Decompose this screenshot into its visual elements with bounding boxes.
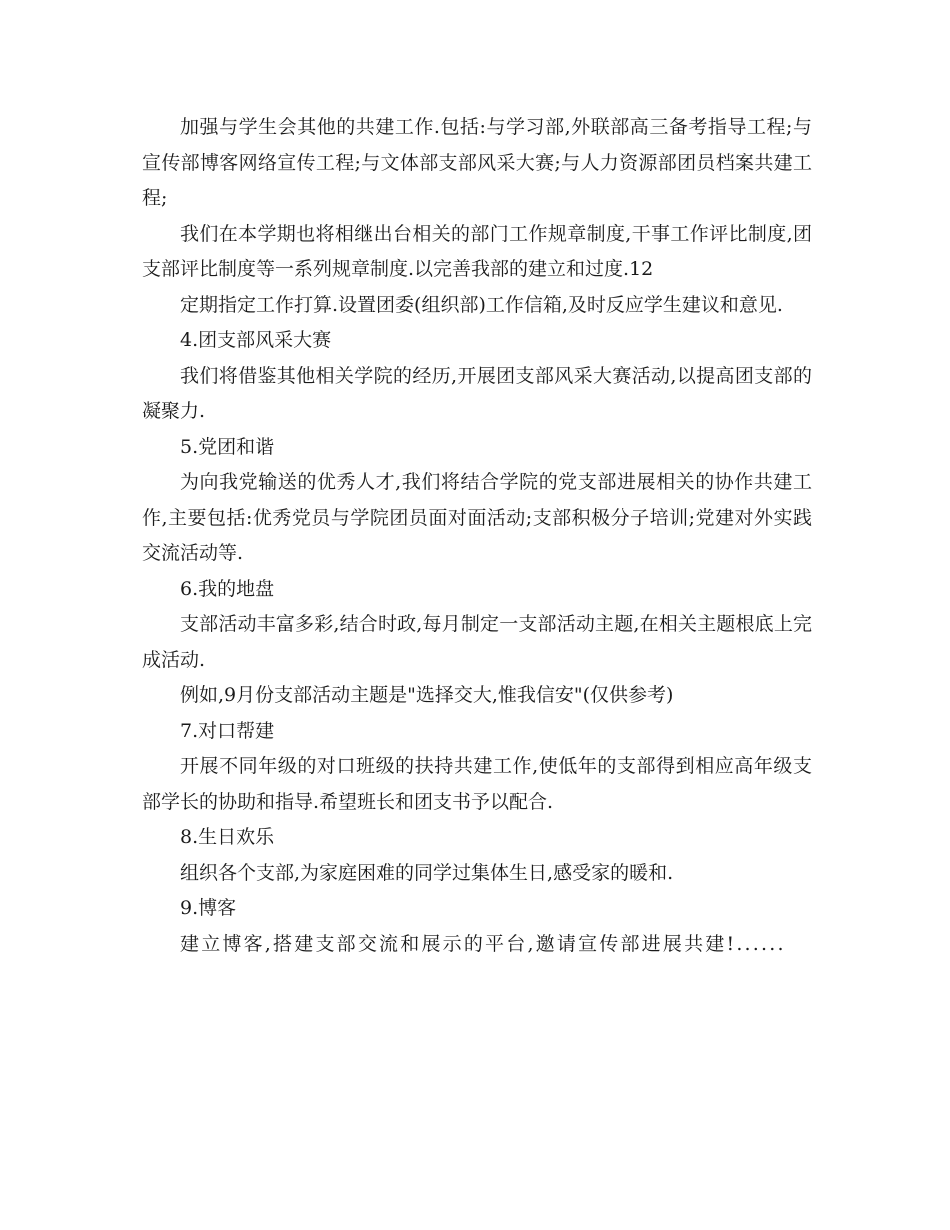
heading-branch-contest: 4.团支部风采大赛 (180, 329, 332, 351)
paragraph-branch-contest: 我们将借鉴其他相关学院的经历,开展团支部风采大赛活动,以提高团支部的凝聚力. (142, 364, 812, 422)
paragraph-work-plan: 定期指定工作打算.设置团委(组织部)工作信箱,及时反应学生建议和意见. (180, 293, 783, 316)
heading-paired-support: 7.对口帮建 (180, 719, 275, 742)
document-body (142, 110, 812, 962)
paragraph-birthday: 组织各个支部,为家庭困难的同学过集体生日,感受家的暖和. (180, 861, 674, 884)
paragraph-example-theme: 例如,9月份支部活动主题是"选择交大,惟我信安"(仅供参考) (180, 684, 674, 706)
heading-blog: 9.博客 (180, 897, 237, 919)
paragraph-my-territory: 支部活动丰富多彩,结合时政,每月制定一支部活动主题,在相关主题根底上完成活动. (142, 613, 812, 671)
paragraph-paired-support: 开展不同年级的对口班级的扶持共建工作,使低年的支部得到相应高年级支部学长的协助和指导.希望班长和团支书予以配合. (142, 755, 812, 813)
heading-my-territory: 6.我的地盘 (180, 577, 275, 600)
heading-party-harmony: 5.党团和谐 (180, 435, 275, 458)
paragraph-party-harmony: 为向我党输送的优秀人才,我们将结合学院的党支部进展相关的协作共建工作,主要包括:优秀党员与学院团员面对面活动;支部积极分子培训;党建对外实践交流活动等. (142, 471, 812, 564)
paragraph-blog: 建立博客,搭建支部交流和展示的平台,邀请宣传部进展共建!...... (180, 932, 786, 955)
heading-birthday: 8.生日欢乐 (180, 826, 275, 848)
paragraph-regulations: 我们在本学期也将相继出台相关的部门工作规章制度,干事工作评比制度,团支部评比制度等一系列规章制度.以完善我部的建立和过度.12 (142, 222, 812, 280)
paragraph-joint-construction: 加强与学生会其他的共建工作.包括:与学习部,外联部高三备考指导工程;与宣传部博客网络宣传工程;与文体部支部风采大赛;与人力资源部团员档案共建工程; (142, 116, 812, 209)
